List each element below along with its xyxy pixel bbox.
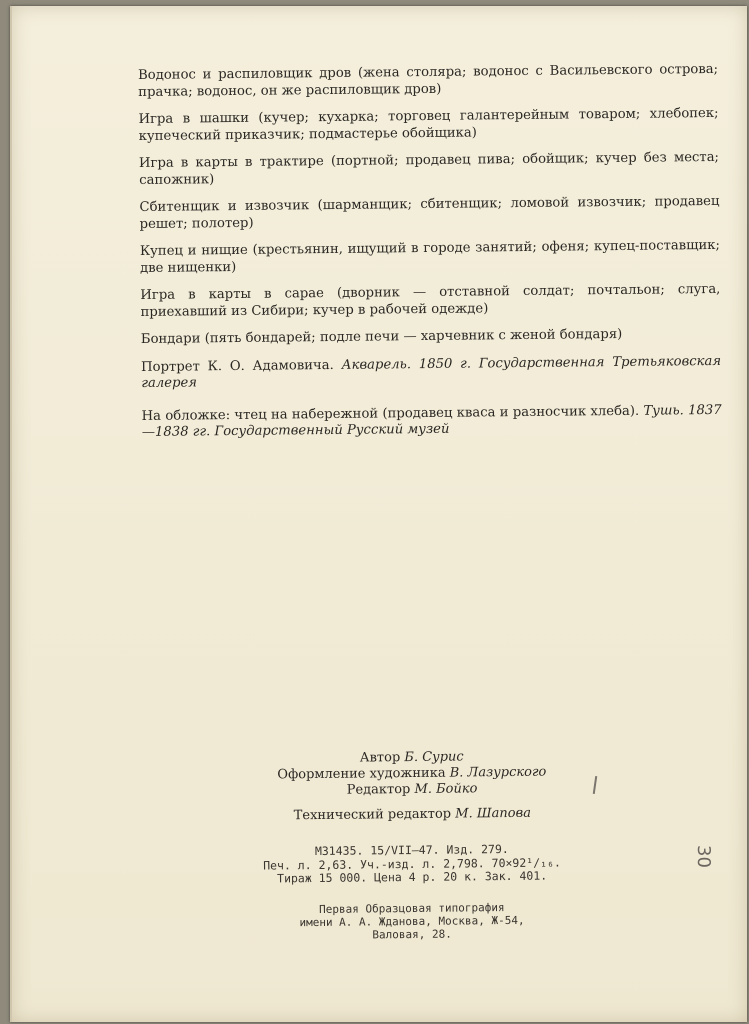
portrait-details: Акварель. 1850 г. Государственная Третьяковская галерея [141, 353, 722, 391]
imprint-line: М31435. 15/VII—47. Изд. 279. [314, 841, 509, 859]
printer-block [262, 900, 562, 942]
contents-entry: Игра в карты в сарае (дворник — отставной солдат; почтальон; слуга, приехавший из Сибири; кучер в рабочей одежде) [140, 281, 721, 320]
printer-line: Валовая, 28. [372, 927, 452, 942]
cover-details: Тушь. 1837—1838 гг. Государственный Русский музей [141, 402, 722, 440]
cover-entry [142, 402, 722, 441]
credit-name: М. Бойко [414, 781, 478, 797]
credit-label: Автор [359, 750, 401, 766]
cover-title: На обложке: чтец на набережной (продавец кваса и разносчик хлеба). [141, 403, 640, 424]
contents-entry: Водонос и распиловщик дров (жена столяра; водонос с Васильевского острова; прачка; водонос, он же распиловщик дров) [138, 61, 719, 100]
credit-tech-editor [262, 805, 562, 824]
pencil-mark [593, 776, 597, 794]
credit-label: Редактор [346, 782, 411, 798]
credit-name: Б. Сурис [404, 749, 464, 766]
credit-label: Технический редактор [293, 806, 452, 824]
contents-entry: Сбитенщик и извозчик (шарманщик; сбитенщик; ломовой извозчик; продавец решет; полотер) [139, 193, 720, 232]
imprint-line: Печ. л. 2,63. Уч.-изд. л. 2,798. 70×92¹/₁₆. [263, 854, 561, 873]
handwritten-number: 30 [692, 845, 714, 868]
printer-line: Первая Образцовая типография [319, 901, 505, 916]
imprint-line: Тираж 15 000. Цена 4 р. 20 к. Зак. 401. [277, 868, 548, 886]
credit-name: М. Шапова [455, 805, 531, 822]
credit-label: Оформление художника [277, 765, 446, 783]
contents-entry: Игра в карты в трактире (портной; продавец пива; обойщик; кучер без места; сапожник) [138, 149, 720, 188]
book-page [10, 6, 747, 1022]
credits-block [262, 748, 563, 824]
imprint-block [262, 842, 562, 886]
printer-line: имени А. А. Жданова, Москва, Ж-54, [299, 913, 525, 930]
credit-name: В. Лазурского [449, 764, 547, 781]
contents-list [138, 62, 722, 453]
credit-design [262, 764, 562, 783]
portrait-title: Портрет К. О. Адамовича. [141, 357, 334, 375]
contents-entry: Бондари (пять бондарей; подле печи — харчевник с женой бондаря) [140, 326, 623, 347]
contents-entry: Игра в шашки (кучер; кухарка; торговец галантерейным товаром; хлебопек; купеческий приказчик; подмастерье обойщика) [138, 105, 719, 144]
contents-entry: Купец и нищие (крестьянин, ищущий в городе занятий; офеня; купец-поставщик; две нищенки) [139, 237, 720, 276]
portrait-entry [141, 353, 721, 392]
